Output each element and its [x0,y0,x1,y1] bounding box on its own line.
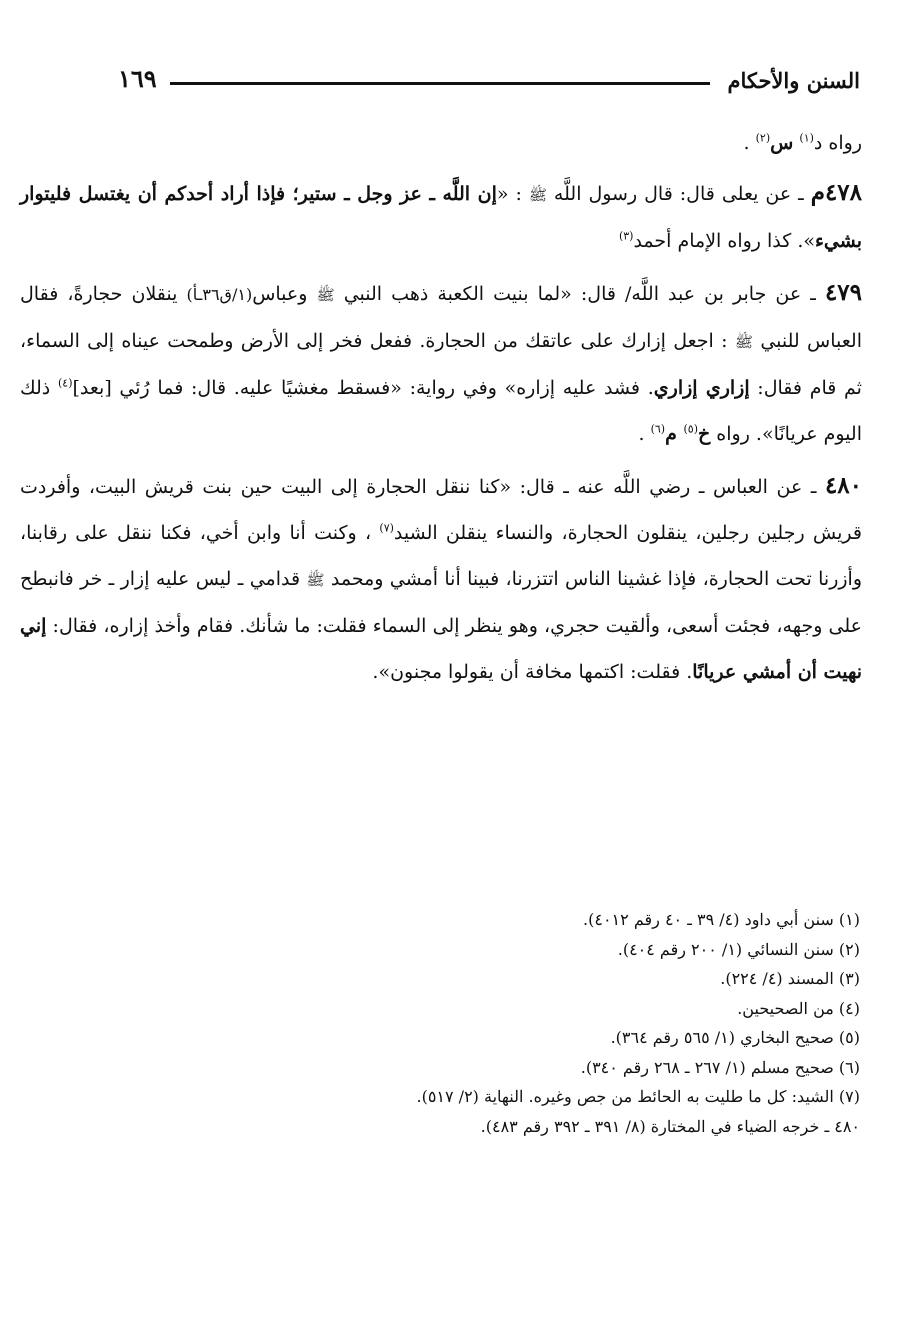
header-rule [170,82,710,85]
narration-line [20,120,862,166]
hadith-number: ٤٨٠ [824,472,862,499]
footnote: ٤٨٠ ـ خرجه الضياء في المختارة (٨/ ٣٩١ ـ ٣٩٢ رقم ٤٨٣). [480,1116,860,1136]
footnote: (٤) من الصحيحين. [737,998,860,1018]
hadith-text: ذلك اليوم عريانًا». رواه [20,377,862,445]
hadith-text: قدامي ـ ليس عليه إزار ـ خر فانبطح على وجهه، فجئت أسعى، وألقيت حجري، وهو ينظر إلى السماء فقلت: ما شأنك. فقام وأخذ إزاره، فقال: [20,568,862,637]
hadith-478 [20,170,862,264]
footnote: (٢) سنن النسائي (١/ ٢٠٠ رقم ٤٠٤). [617,939,860,959]
salutation-glyph: ﷺ [528,186,547,204]
footnote: (٣) المسند (٤/ ٢٢٤). [720,969,860,988]
footnote-ref: (٧) [379,521,394,535]
source-code: م [665,423,684,445]
source-code: خ [698,423,711,445]
narration-end: . [743,132,756,154]
footnote: (٧) الشيد: كل ما طليت به الحائط من جص وغيره. النهاية (٢/ ٥١٧). [416,1087,860,1106]
hadith-480 [20,463,862,695]
footnote-ref: (١) [799,131,814,145]
hadith-text: . [638,423,651,445]
narration-text: رواه د [813,132,862,154]
page-number: ١٦٩ [118,64,157,93]
footnote-ref: (٦) [650,422,666,436]
hadith-479 [20,270,862,457]
footnote-ref: (٢) [755,131,771,145]
salutation-glyph: ﷺ [306,571,325,589]
hadith-text: . فشد عليه إزاره» وفي رواية: «فسقط مغشيًا عليه. قال: فما رُئي [بعد] [72,377,654,399]
hadith-text: ، وكنت أنا وابن أخي، فكنا ننقل على رقابنا، وأزرنا تحت الحجارة، فإذا غشينا الناس اتتزرنا، فبينا أنا أمشي ومحمد [20,522,862,590]
running-header [118,62,860,102]
salutation-glyph: ﷺ [734,333,753,351]
salutation-glyph: ﷺ [316,286,335,304]
hadith-text: : « [496,183,529,205]
footnote: (١) سنن أبي داود (٤/ ٣٩ ـ ٤٠ رقم ٤٠١٢). [583,910,860,929]
hadith-number: ٤٧٩ [824,279,862,306]
footnote: (٦) صحيح مسلم (١/ ٢٦٧ ـ ٢٦٨ رقم ٣٤٠). [580,1057,860,1077]
prophetic-saying: إني نهيت أن أمشي عريانًا [20,615,862,683]
footnote: (٥) صحيح البخاري (١/ ٥٦٥ رقم ٣٦٤). [610,1028,860,1047]
footnote-ref: (٣) [618,229,634,243]
prophetic-saying: إزاري إزاري [653,377,750,399]
hadith-text: ـ عن جابر بن عبد اللَّه/ قال: «لما بنيت الكعبة ذهب النبي [334,283,825,305]
hadith-text: : اجعل إزارك على عاتقك من الحجارة. ففعل فخر إلى الأرض وطمحت عيناه إلى السماء، ثم قام فقال: [20,330,862,399]
footnote-ref: (٥) [683,422,698,436]
hadith-text: . فقلت: اكتمها مخافة أن يقولوا مجنون». [372,661,693,683]
footnote-ref: (٤) [57,376,73,390]
source-code: س [770,132,794,154]
prophetic-saying: إن اللَّه ـ عز وجل ـ ستير؛ فإذا أراد أحدكم أن يغتسل فليتوار بشيء [20,183,862,252]
manuscript-ref: (١/ق٣٦ـأ) [186,285,253,304]
hadith-text: ـ عن يعلى قال: قال رسول اللَّه [546,183,811,205]
hadith-text: ينقلان حجارةً، فقال العباس للنبي [20,283,862,352]
main-text [20,120,862,701]
footnotes [200,905,860,1141]
hadith-number: ٤٧٨م [810,179,862,206]
hadith-text: ـ عن العباس ـ رضي اللَّه عنه ـ قال: «كنا ننقل الحجارة إلى البيت حين بنت قريش البيت، وأفردت قريش رجلين رجلين، ينقلون الحجارة، والنساء ينقلن الشيد [20,476,862,544]
chapter-title: السنن والأحكام [727,68,860,93]
hadith-text: وعباس [252,283,317,305]
hadith-text: ». كذا رواه الإمام أحمد [633,230,815,252]
